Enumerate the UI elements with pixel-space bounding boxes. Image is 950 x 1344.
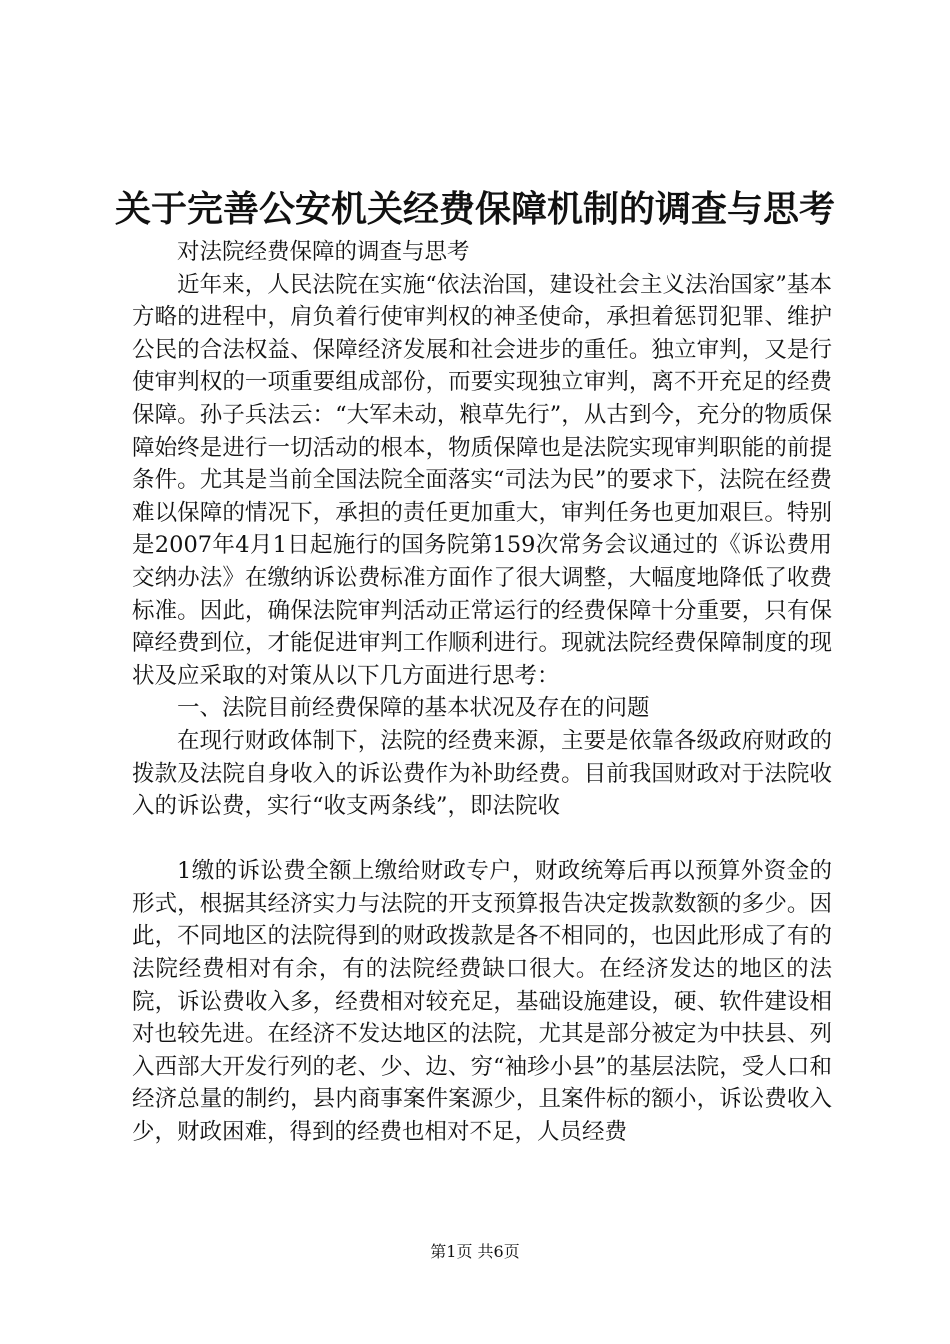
document-title: 关于完善公安机关经费保障机制的调查与思考	[114, 188, 835, 230]
subtitle-paragraph: 对法院经费保障的调查与思考	[177, 239, 470, 265]
document-body	[132, 236, 832, 1149]
body-paragraph: 近年来，人民法院在实施“依法治国，建设社会主义法治国家”基本方略的进程中，肩负着行使审判权的神圣使命，承担着惩罚犯罪、维护公民的合法权益、保障经济发展和社会进步的重任。独立审判，又是行使审判权的一项重要组成部份，而要实现独立审判，离不开充足的经费保障。孙子兵法云：“大军未动，粮草先行”，从古到今，充分的物质保障始终是进行一切活动的根本，物质保障也是法院实现审判职能的前提条件。尤其是当前全国法院全面落实“司法为民”的要求下，法院在经费难以保障的情况下，承担的责任更加重大，审判任务也更加艰巨。特别是2007年4月1日起施行的国务院第159次常务会议通过的《诉讼费用交纳办法》在缴纳诉讼费标准方面作了很大调整，大幅度地降低了收费标准。因此，确保法院审判活动正常运行的经费保障十分重要，只有保障经费到位，才能促进审判工作顺利进行。现就法院经费保障制度的现状及应采取的对策从以下几方面进行思考：	[132, 271, 832, 689]
body-paragraph: 1缴的诉讼费全额上缴给财政专户，财政统筹后再以预算外资金的形式，根据其经济实力与法院的开支预算报告决定拨款数额的多少。因此，不同地区的法院得到的财政拨款是各不相同的，也因此形成了有的法院经费相对有余，有的法院经费缺口很大。在经济发达的地区的法院，诉讼费收入多，经费相对较充足，基础设施建设，硬、软件建设相对也较先进。在经济不发达地区的法院，尤其是部分被定为中扶县、列入西部大开发行列的老、少、边、穷“袖珍小县”的基层法院，受人口和经济总量的制约，县内商事案件案源少，且案件标的额小，诉讼费收入少，财政困难，得到的经费也相对不足，人员经费	[132, 858, 832, 1146]
body-paragraph: 在现行财政体制下，法院的经费来源，主要是依靠各级政府财政的拨款及法院自身收入的诉讼费作为补助经费。目前我国财政对于法院收入的诉讼费，实行“收支两条线”，即法院收	[132, 727, 832, 820]
section-heading: 一、法院目前经费保障的基本状况及存在的问题	[177, 695, 650, 722]
page-number: 第1页 共6页	[430, 1242, 520, 1261]
